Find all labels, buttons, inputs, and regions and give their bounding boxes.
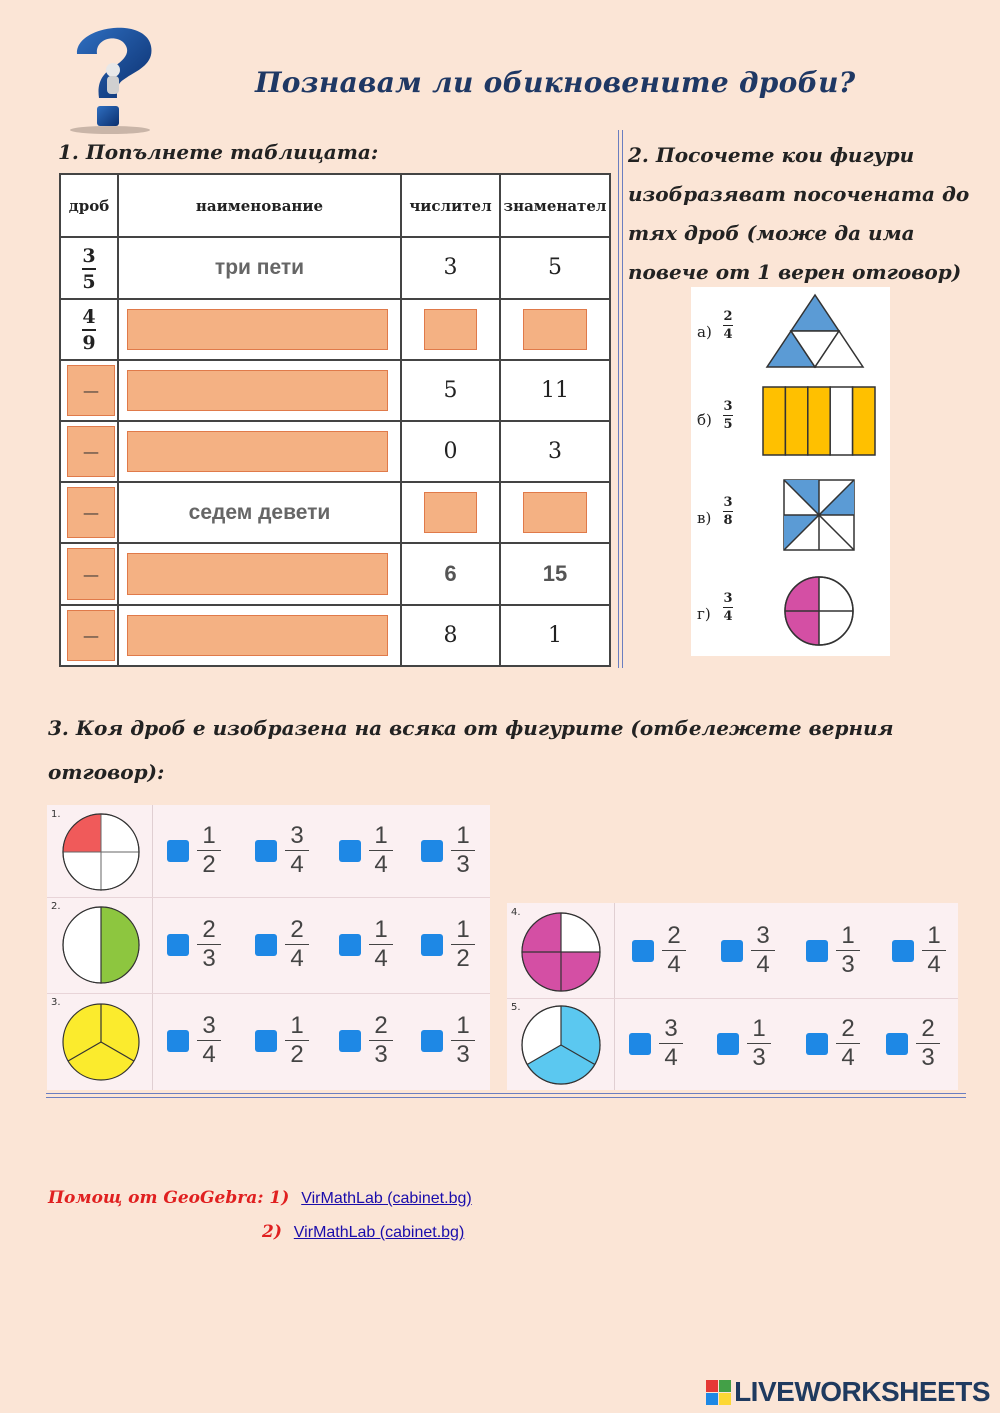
numerator-input[interactable] (424, 492, 477, 533)
quiz-panel-left (47, 805, 490, 1090)
option-numerator: 2 (290, 916, 304, 943)
option-numerator: 3 (664, 1015, 678, 1042)
question-number: 2. (51, 901, 61, 912)
option-denominator: 3 (841, 951, 855, 978)
fraction-input[interactable]: — (67, 548, 115, 599)
header-name: наименование (118, 174, 401, 237)
option-denominator: 3 (921, 1044, 935, 1071)
figures-panel (691, 287, 890, 656)
three-quarter-circle-figure (520, 911, 602, 993)
name-input[interactable] (127, 615, 388, 656)
option[interactable] (806, 1016, 860, 1071)
figure-numerator: 3 (723, 495, 733, 510)
option-denominator: 4 (290, 851, 304, 878)
option[interactable] (255, 1013, 309, 1068)
option[interactable] (629, 1016, 683, 1071)
figure-row-g[interactable] (691, 569, 890, 659)
question-number: 1. (51, 809, 61, 820)
option-numerator: 1 (456, 916, 470, 943)
help-item-number: 2) (262, 1222, 282, 1242)
help-line-2 (262, 1222, 464, 1242)
numerator-cell (401, 299, 500, 360)
question-number: 5. (511, 1002, 521, 1013)
checkbox[interactable] (892, 940, 914, 962)
checkbox[interactable] (255, 934, 277, 956)
checkbox[interactable] (806, 1033, 828, 1055)
fraction-input[interactable]: — (67, 610, 115, 661)
option-denominator: 4 (202, 1041, 216, 1068)
figure-row-b[interactable] (691, 379, 890, 469)
option-denominator: 4 (374, 851, 388, 878)
checkbox[interactable] (167, 1030, 189, 1052)
option-numerator: 2 (921, 1015, 935, 1042)
option-denominator: 3 (456, 1041, 470, 1068)
option-numerator: 3 (202, 1012, 216, 1039)
figure-denominator: 4 (723, 327, 733, 342)
column-divider (618, 130, 623, 668)
option-denominator: 3 (374, 1041, 388, 1068)
option-denominator: 4 (756, 951, 770, 978)
option[interactable] (721, 923, 775, 978)
quiz-question-2 (47, 897, 490, 994)
option[interactable] (717, 1016, 771, 1071)
table-row (60, 543, 610, 604)
fraction-denominator: 9 (82, 332, 96, 355)
option-denominator: 4 (667, 951, 681, 978)
section-divider (46, 1093, 966, 1098)
header-fraction: дроб (60, 174, 118, 237)
denominator-input[interactable] (523, 492, 587, 533)
header-denominator: знаменател (500, 174, 610, 237)
fraction-cell (60, 299, 118, 360)
page-title: Познавам ли обикновените дроби? (255, 66, 856, 99)
option-numerator: 1 (202, 822, 216, 849)
task2-heading: 2. Посочете кои фигури изобразяват посочената до тях дроб (може да има повече от 1 верен отговор) (628, 143, 970, 284)
help-label: Помощ от GeoGebra: (48, 1188, 264, 1208)
checkbox[interactable] (421, 934, 443, 956)
brand-text: LIVEWORKSHEETS (734, 1376, 990, 1407)
option-denominator: 3 (456, 851, 470, 878)
rectangle-figure (761, 385, 877, 457)
fraction-cell (60, 605, 118, 666)
question-mark-logo (55, 14, 165, 134)
figure-denominator: 4 (723, 609, 733, 624)
checkbox[interactable] (339, 1030, 361, 1052)
figure-label: в) (697, 509, 712, 527)
option-numerator: 3 (290, 822, 304, 849)
option-denominator: 4 (290, 945, 304, 972)
option[interactable] (421, 1013, 475, 1068)
denominator-cell: 5 (500, 237, 610, 298)
figure-numerator: 3 (723, 399, 733, 414)
help-line-1 (48, 1188, 472, 1208)
numerator-cell: 5 (401, 360, 500, 421)
option[interactable] (421, 917, 475, 972)
table-header-row (60, 174, 610, 237)
numerator-cell: 8 (401, 605, 500, 666)
option[interactable] (421, 823, 475, 878)
fraction-input[interactable]: — (67, 487, 115, 538)
numerator-input[interactable] (424, 309, 477, 350)
checkbox[interactable] (339, 840, 361, 862)
figure-label: г) (697, 605, 711, 623)
liveworksheets-logo (706, 1376, 990, 1408)
quarter-circle-figure (61, 812, 141, 892)
quiz-question-5 (507, 998, 958, 1090)
denominator-cell: 15 (500, 543, 610, 604)
option[interactable] (339, 1013, 393, 1068)
option-numerator: 1 (456, 1012, 470, 1039)
option-denominator: 4 (374, 945, 388, 972)
fraction-cell (60, 482, 118, 543)
numerator-cell (401, 482, 500, 543)
half-circle-figure (61, 905, 141, 985)
header-numerator: числител (401, 174, 500, 237)
name-input[interactable] (127, 370, 388, 411)
figure-numerator: 3 (723, 591, 733, 606)
checkbox[interactable] (806, 940, 828, 962)
quiz-panel-right (507, 903, 958, 1090)
option-numerator: 3 (756, 922, 770, 949)
fraction-cell (60, 543, 118, 604)
checkbox[interactable] (339, 934, 361, 956)
circle-figure (783, 575, 855, 647)
figure-denominator: 8 (723, 513, 733, 528)
table-row (60, 482, 610, 543)
denominator-cell: 11 (500, 360, 610, 421)
fraction-numerator: 4 (82, 306, 96, 329)
fraction-denominator: 5 (82, 270, 96, 293)
option[interactable] (255, 823, 309, 878)
option-numerator: 2 (202, 916, 216, 943)
option-numerator: 2 (374, 1012, 388, 1039)
name-cell (118, 543, 401, 604)
option-numerator: 1 (752, 1015, 766, 1042)
figure-numerator: 2 (723, 309, 733, 324)
question-number: 4. (511, 907, 521, 918)
checkbox[interactable] (255, 840, 277, 862)
name-cell (118, 421, 401, 482)
checkbox[interactable] (255, 1030, 277, 1052)
option[interactable] (886, 1016, 940, 1071)
option-denominator: 3 (202, 945, 216, 972)
name-input[interactable] (127, 553, 388, 594)
geogebra-link-1[interactable]: VirMathLab (cabinet.bg) (301, 1190, 472, 1207)
option[interactable] (632, 923, 686, 978)
quiz-question-1 (47, 805, 490, 898)
name-cell: три пети (118, 237, 401, 298)
option[interactable] (167, 1013, 221, 1068)
table-row (60, 421, 610, 482)
name-cell (118, 299, 401, 360)
option-denominator: 2 (290, 1041, 304, 1068)
option[interactable] (255, 917, 309, 972)
option[interactable] (339, 917, 393, 972)
task3-heading: 3. Коя дроб е изобразена на всяка от фигурите (отбележете верния отговор): (48, 716, 894, 784)
denominator-cell: 3 (500, 421, 610, 482)
option-numerator: 1 (290, 1012, 304, 1039)
fraction-cell (60, 237, 118, 298)
figure-row-a[interactable] (691, 287, 890, 377)
name-input[interactable] (127, 309, 388, 350)
fraction-numerator: 3 (82, 244, 96, 267)
checkbox[interactable] (421, 1030, 443, 1052)
name-cell: седем девети (118, 482, 401, 543)
name-cell (118, 360, 401, 421)
denominator-cell (500, 482, 610, 543)
option-denominator: 4 (841, 1044, 855, 1071)
option[interactable] (167, 917, 221, 972)
figure-label: б) (697, 411, 712, 429)
name-cell (118, 605, 401, 666)
table-row (60, 605, 610, 666)
checkbox[interactable] (632, 940, 654, 962)
figure-label: а) (697, 323, 712, 341)
checkbox[interactable] (629, 1033, 651, 1055)
checkbox[interactable] (721, 940, 743, 962)
option-denominator: 4 (927, 951, 941, 978)
denominator-cell (500, 299, 610, 360)
option-numerator: 1 (374, 822, 388, 849)
fraction-cell (60, 421, 118, 482)
question-number: 3. (51, 997, 61, 1008)
fraction-input[interactable]: — (67, 426, 115, 477)
quiz-question-4 (507, 903, 958, 999)
thirds-circle-figure (61, 1002, 141, 1082)
checkbox[interactable] (167, 934, 189, 956)
name-input[interactable] (127, 431, 388, 472)
task1-heading: 1. Попълнете таблицата: (58, 140, 379, 164)
geogebra-link-2[interactable]: VirMathLab (cabinet.bg) (293, 1224, 465, 1241)
option-numerator: 1 (841, 922, 855, 949)
checkbox[interactable] (167, 840, 189, 862)
fraction-table (59, 173, 611, 667)
option-numerator: 2 (841, 1015, 855, 1042)
option[interactable] (339, 823, 393, 878)
fraction-cell (60, 360, 118, 421)
option-numerator: 2 (667, 922, 681, 949)
quiz-question-3 (47, 993, 490, 1090)
denominator-cell: 1 (500, 605, 610, 666)
numerator-cell: 6 (401, 543, 500, 604)
checkbox[interactable] (717, 1033, 739, 1055)
option-denominator: 3 (752, 1044, 766, 1071)
triangle-figure (765, 293, 865, 369)
option[interactable] (167, 823, 221, 878)
square-figure (783, 479, 855, 551)
table-row (60, 237, 610, 298)
option-numerator: 1 (374, 916, 388, 943)
option[interactable] (806, 923, 860, 978)
figure-row-v[interactable] (691, 475, 890, 565)
numerator-cell: 0 (401, 421, 500, 482)
help-item-number: 1) (269, 1188, 290, 1208)
checkbox[interactable] (421, 840, 443, 862)
liveworksheets-icon (706, 1380, 731, 1405)
option-numerator: 1 (456, 822, 470, 849)
checkbox[interactable] (886, 1033, 908, 1055)
table-row (60, 299, 610, 360)
option[interactable] (892, 923, 946, 978)
option-denominator: 2 (202, 851, 216, 878)
table-row (60, 360, 610, 421)
two-thirds-circle-figure (520, 1004, 602, 1086)
figure-denominator: 5 (723, 417, 733, 432)
numerator-cell: 3 (401, 237, 500, 298)
denominator-input[interactable] (523, 309, 587, 350)
fraction-input[interactable]: — (67, 365, 115, 416)
option-denominator: 2 (456, 945, 470, 972)
option-numerator: 1 (927, 922, 941, 949)
option-denominator: 4 (664, 1044, 678, 1071)
